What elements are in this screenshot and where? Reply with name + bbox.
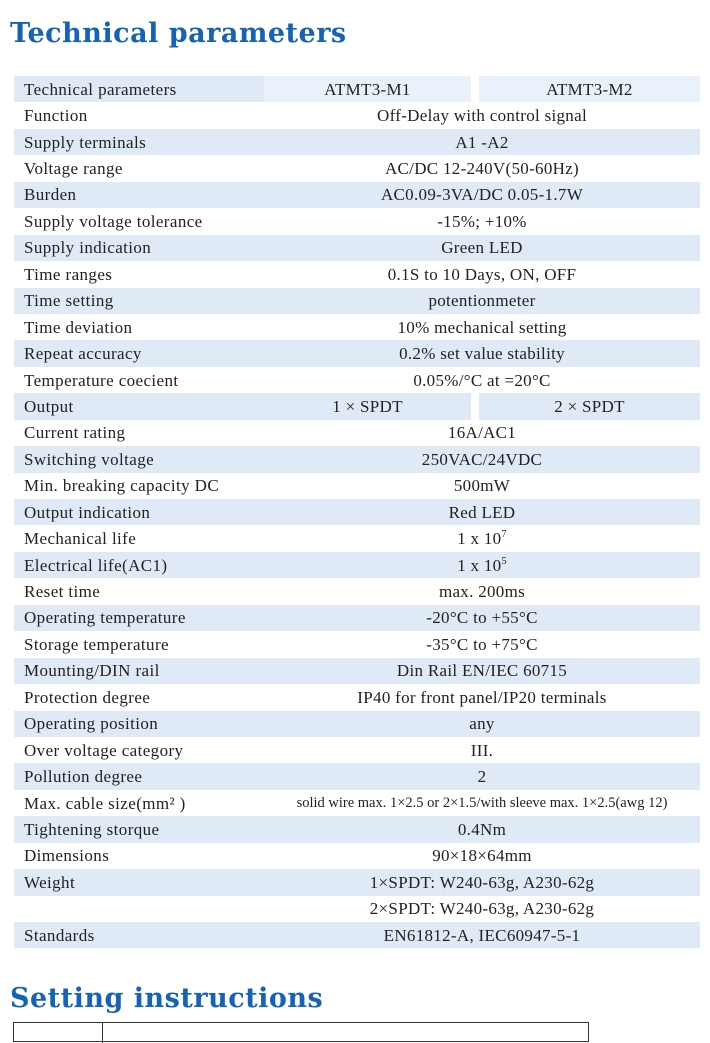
table-row <box>14 896 700 922</box>
parameter-label: Repeat accuracy <box>14 340 264 366</box>
table-row <box>14 552 700 578</box>
parameter-value: 0.05%/°C at =20°C <box>264 367 700 393</box>
parameter-label: Storage temperature <box>14 631 264 657</box>
parameter-value: 90×18×64mm <box>264 843 700 869</box>
parameter-label: Temperature coecient <box>14 367 264 393</box>
table-row <box>14 763 700 789</box>
parameter-label <box>14 896 264 922</box>
parameter-label: Burden <box>14 182 264 208</box>
parameter-value: 0.1S to 10 Days, ON, OFF <box>264 261 700 287</box>
table-row <box>14 711 700 737</box>
parameter-label: Min. breaking capacity DC <box>14 473 264 499</box>
parameter-value-base: 1 x 10 <box>457 555 502 575</box>
parameter-label: Voltage range <box>14 155 264 181</box>
header-separator <box>471 76 479 102</box>
table-row <box>14 658 700 684</box>
parameter-value: solid wire max. 1×2.5 or 2×1.5/with sleeve max. 1×2.5(awg 12) <box>264 790 700 816</box>
parameter-label: Supply terminals <box>14 129 264 155</box>
parameter-label: Switching voltage <box>14 446 264 472</box>
table-row <box>14 102 700 128</box>
table-row <box>14 288 700 314</box>
parameter-value: -15%; +10% <box>264 208 700 234</box>
header-label: Technical parameters <box>14 76 264 102</box>
parameter-value: A1 -A2 <box>264 129 700 155</box>
table-row <box>14 737 700 763</box>
parameter-value: -20°C to +55°C <box>264 605 700 631</box>
table-row <box>14 446 700 472</box>
parameter-value: 2 <box>264 763 700 789</box>
table-row <box>14 578 700 604</box>
parameter-value: -35°C to +75°C <box>264 631 700 657</box>
technical-parameters-table <box>14 76 700 948</box>
parameter-label: Operating position <box>14 711 264 737</box>
parameter-value <box>264 552 700 578</box>
parameter-label: Supply indication <box>14 235 264 261</box>
parameter-label: Output indication <box>14 499 264 525</box>
table-row <box>14 869 700 895</box>
table-row <box>14 393 700 419</box>
parameter-value: AC/DC 12-240V(50-60Hz) <box>264 155 700 181</box>
table-row <box>14 525 700 551</box>
table-row <box>14 155 700 181</box>
parameter-label: Mounting/DIN rail <box>14 658 264 684</box>
parameter-label: Output <box>14 393 264 419</box>
parameter-value: 500mW <box>264 473 700 499</box>
parameter-value: Green LED <box>264 235 700 261</box>
parameter-value: 250VAC/24VDC <box>264 446 700 472</box>
parameter-value: 16A/AC1 <box>264 420 700 446</box>
table-row <box>14 499 700 525</box>
parameter-label: Time deviation <box>14 314 264 340</box>
parameter-label: Electrical life(AC1) <box>14 552 264 578</box>
section-title-technical-parameters: Technical parameters <box>10 18 347 49</box>
parameter-label: Max. cable size(mm² ) <box>14 790 264 816</box>
parameter-label: Dimensions <box>14 843 264 869</box>
table-row <box>14 235 700 261</box>
parameter-value: 10% mechanical setting <box>264 314 700 340</box>
parameter-value: Din Rail EN/IEC 60715 <box>264 658 700 684</box>
parameter-label: Standards <box>14 922 264 948</box>
parameter-value: max. 200ms <box>264 578 700 604</box>
table-row <box>14 182 700 208</box>
parameter-value-exponent: 5 <box>501 555 507 567</box>
parameter-value-exponent: 7 <box>501 529 507 541</box>
table-row <box>14 129 700 155</box>
table-row <box>14 208 700 234</box>
parameter-value: 1×SPDT: W240-63g, A230-62g <box>264 869 700 895</box>
parameter-value: IP40 for front panel/IP20 terminals <box>264 684 700 710</box>
parameter-value: Off-Delay with control signal <box>264 102 700 128</box>
table-row <box>14 816 700 842</box>
parameter-label: Mechanical life <box>14 525 264 551</box>
table-row <box>14 684 700 710</box>
parameter-label: Operating temperature <box>14 605 264 631</box>
parameter-value: EN61812-A, IEC60947-5-1 <box>264 922 700 948</box>
parameter-value: 2×SPDT: W240-63g, A230-62g <box>264 896 700 922</box>
parameter-value: AC0.09-3VA/DC 0.05-1.7W <box>264 182 700 208</box>
table-row <box>14 314 700 340</box>
table-row <box>14 922 700 948</box>
setting-instructions-table <box>13 1022 589 1042</box>
table-header-row <box>14 76 700 102</box>
parameter-value-m2: 2 × SPDT <box>479 393 700 419</box>
parameter-value: III. <box>264 737 700 763</box>
parameter-label: Protection degree <box>14 684 264 710</box>
parameter-value: any <box>264 711 700 737</box>
table-row <box>14 261 700 287</box>
table-row <box>14 631 700 657</box>
parameter-value: 0.2% set value stability <box>264 340 700 366</box>
parameter-value: 0.4Nm <box>264 816 700 842</box>
value-separator <box>471 393 479 419</box>
setting-table-divider <box>102 1023 103 1043</box>
parameter-label: Weight <box>14 869 264 895</box>
table-row <box>14 790 700 816</box>
parameter-label: Reset time <box>14 578 264 604</box>
parameter-label: Current rating <box>14 420 264 446</box>
parameter-label: Time ranges <box>14 261 264 287</box>
table-row <box>14 843 700 869</box>
table-row <box>14 605 700 631</box>
parameter-label: Pollution degree <box>14 763 264 789</box>
section-title-setting-instructions: Setting instructions <box>10 983 324 1014</box>
parameter-value-base: 1 x 10 <box>457 529 502 549</box>
parameter-label: Over voltage category <box>14 737 264 763</box>
parameter-label: Tightening storque <box>14 816 264 842</box>
parameter-label: Function <box>14 102 264 128</box>
header-model-m1: ATMT3-M1 <box>264 76 471 102</box>
parameter-value-m1: 1 × SPDT <box>264 393 471 419</box>
table-row <box>14 473 700 499</box>
parameter-label: Time setting <box>14 288 264 314</box>
parameter-value <box>264 525 700 551</box>
table-row <box>14 420 700 446</box>
parameter-value: potentionmeter <box>264 288 700 314</box>
table-row <box>14 340 700 366</box>
parameter-value: Red LED <box>264 499 700 525</box>
header-model-m2: ATMT3-M2 <box>479 76 700 102</box>
parameter-label: Supply voltage tolerance <box>14 208 264 234</box>
table-row <box>14 367 700 393</box>
